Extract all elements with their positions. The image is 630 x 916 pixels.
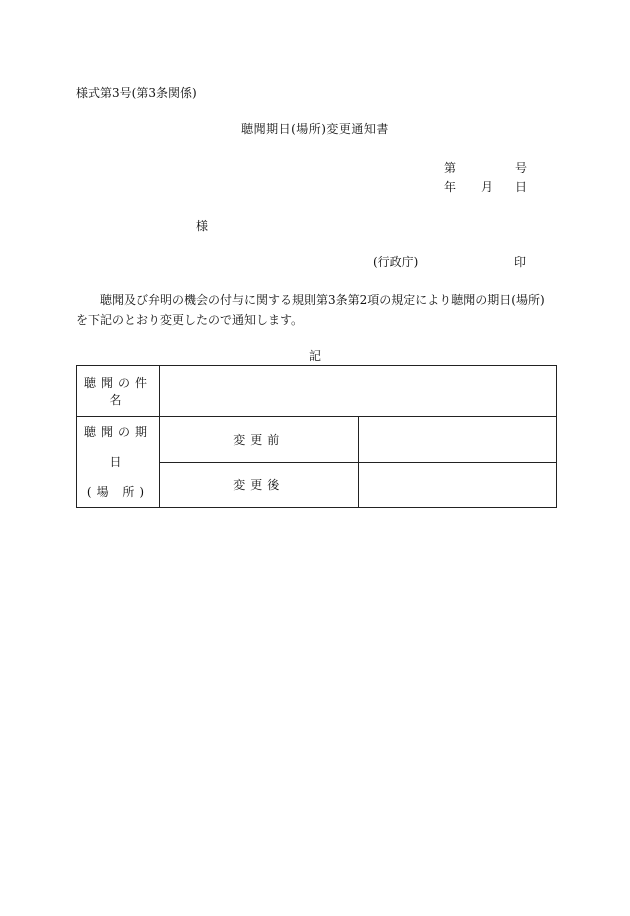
date-year-label: 年 xyxy=(444,180,457,194)
recipient-honorific: 様 xyxy=(196,219,209,233)
table-row-subject xyxy=(77,366,557,417)
date-label: 聴聞の期日 xyxy=(83,425,152,469)
subject-value xyxy=(160,366,557,417)
issuing-agency: (行政庁) xyxy=(373,255,419,269)
date-place-label xyxy=(77,417,160,508)
record-heading: 記 xyxy=(308,349,321,363)
body-paragraph xyxy=(76,290,556,330)
date-day-label: 日 xyxy=(515,180,528,194)
subject-label: 聴聞の件名 xyxy=(77,366,160,417)
body-text: 聴聞及び弁明の機会の付与に関する規則第3条第2項の規定により聴聞の期日(場所)を下記のとおり変更したので通知します。 xyxy=(76,293,545,327)
form-number: 様式第3号(第3条関係) xyxy=(76,86,197,100)
place-label: (場 所) xyxy=(86,485,150,499)
after-value xyxy=(358,462,557,508)
after-label: 変更後 xyxy=(160,462,359,508)
record-table xyxy=(76,365,557,508)
before-label: 変更前 xyxy=(160,417,359,463)
document-title: 聴聞期日(場所)変更通知書 xyxy=(241,122,389,136)
table-row-before xyxy=(77,417,557,463)
before-value xyxy=(358,417,557,463)
document-number-suffix: 号 xyxy=(515,161,528,175)
date-month-label: 月 xyxy=(481,180,494,194)
seal-mark: 印 xyxy=(514,255,527,269)
document-number-prefix: 第 xyxy=(444,161,457,175)
